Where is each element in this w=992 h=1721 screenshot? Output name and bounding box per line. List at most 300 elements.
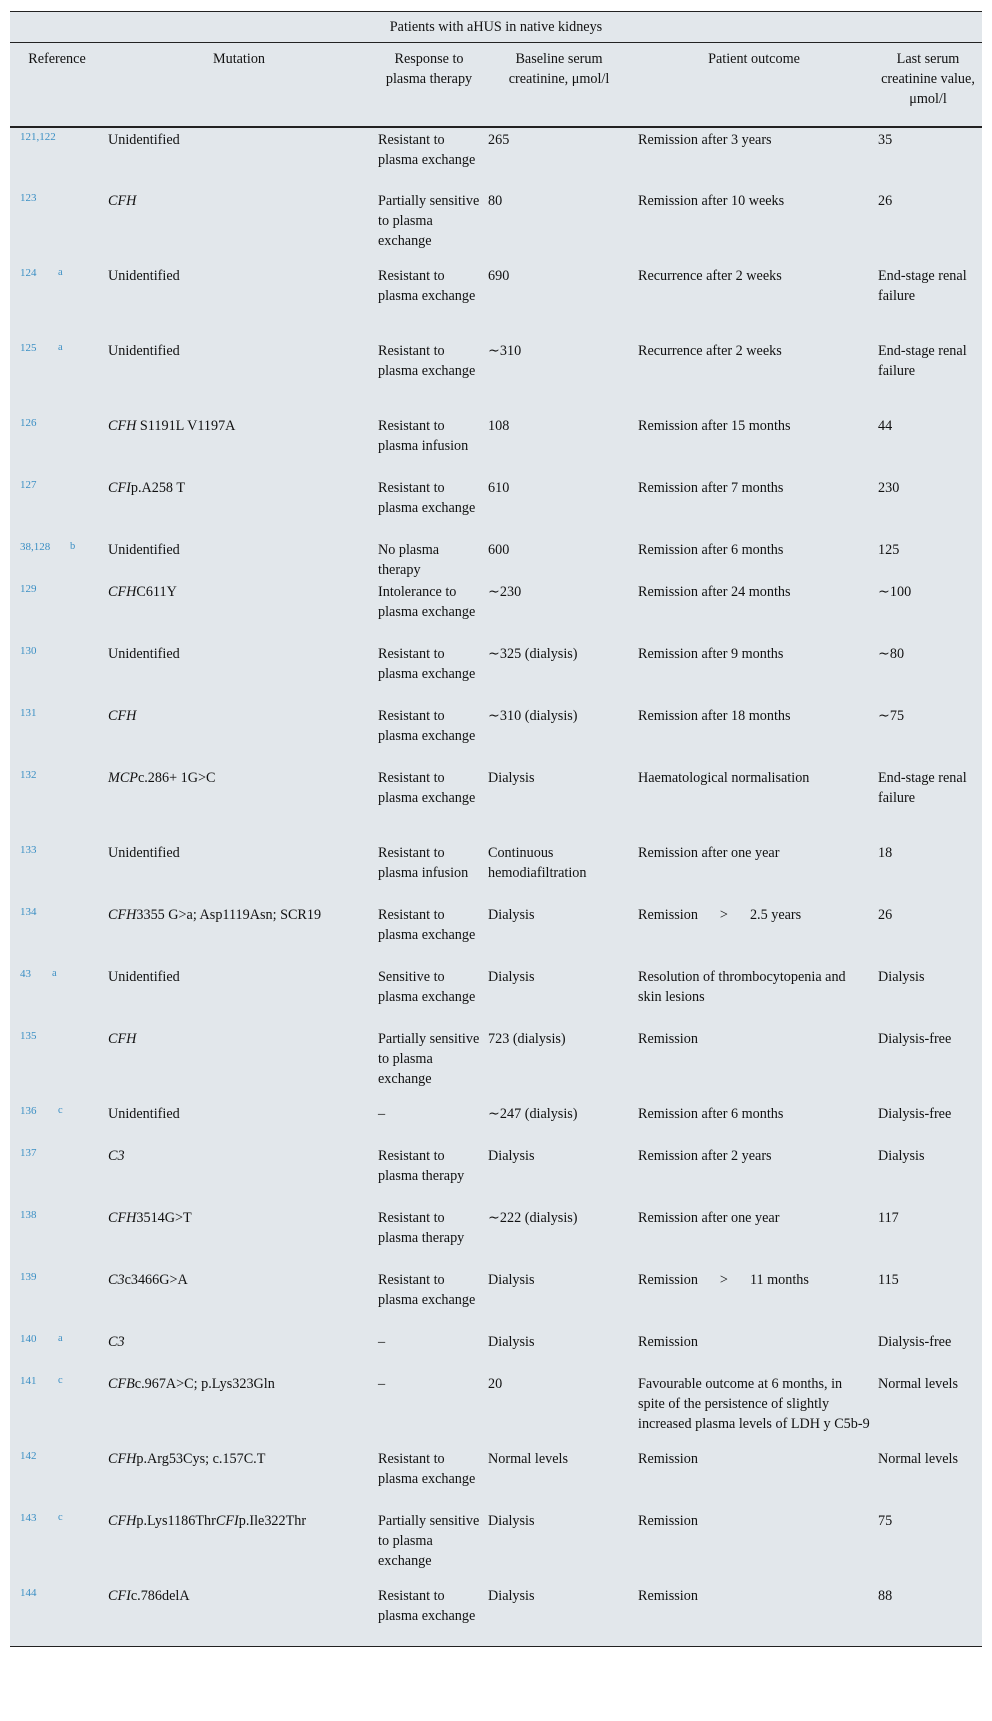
baseline-cell <box>484 1447 634 1509</box>
last-creatinine-value: Normal levels <box>878 1376 958 1392</box>
gene-name: CFH <box>108 584 137 600</box>
response-text: Resistant to plasma exchange <box>378 770 476 806</box>
baseline-value: Dialysis <box>488 770 535 786</box>
outcome-text: Haematological normalisation <box>638 770 810 786</box>
last-creatinine-cell <box>874 339 982 414</box>
table-row <box>10 903 982 965</box>
reference-footnote: c <box>58 1105 63 1116</box>
last-creatinine-cell <box>874 1447 982 1509</box>
outcome-cell <box>634 414 874 476</box>
response-text: Resistant to plasma exchange <box>378 480 476 516</box>
response-cell <box>374 1268 484 1330</box>
response-text: Resistant to plasma exchange <box>378 907 476 943</box>
last-creatinine-value: Dialysis-free <box>878 1106 952 1122</box>
reference-cell <box>10 1372 104 1447</box>
table-row <box>10 189 982 264</box>
response-cell <box>374 704 484 766</box>
baseline-value: Dialysis <box>488 1272 535 1288</box>
mutation-detail: p.Arg53Cys; c.157C.T <box>136 1451 266 1467</box>
mutation-cell <box>104 642 374 704</box>
header-outcome: Patient outcome <box>634 43 874 127</box>
table-row <box>10 1206 982 1268</box>
response-text: – <box>378 1106 386 1122</box>
response-text: Intolerance to plasma exchange <box>378 584 476 620</box>
reference-cell <box>10 642 104 704</box>
outcome-text: Remission after 3 years <box>638 132 772 148</box>
last-creatinine-cell <box>874 1144 982 1206</box>
baseline-value: Normal levels <box>488 1451 568 1467</box>
outcome-cell <box>634 538 874 580</box>
last-creatinine-cell <box>874 264 982 339</box>
reference-footnote: a <box>58 342 63 353</box>
outcome-cell <box>634 1330 874 1372</box>
outcome-cell <box>634 1268 874 1330</box>
baseline-cell <box>484 1584 634 1646</box>
outcome-cell <box>634 1144 874 1206</box>
outcome-cell <box>634 1206 874 1268</box>
baseline-cell <box>484 1206 634 1268</box>
mutation-cell <box>104 1330 374 1372</box>
reference-cell <box>10 903 104 965</box>
reference-link: 133 <box>20 844 37 856</box>
table-row <box>10 339 982 414</box>
response-cell <box>374 1372 484 1447</box>
mutation-cell <box>104 1144 374 1206</box>
last-creatinine-cell <box>874 1102 982 1144</box>
mutation-cell <box>104 476 374 538</box>
baseline-value: 600 <box>488 542 510 558</box>
baseline-value: 265 <box>488 132 510 148</box>
response-text: Resistant to plasma exchange <box>378 646 476 682</box>
reference-cell <box>10 414 104 476</box>
table-caption: Patients with aHUS in native kidneys <box>10 11 982 43</box>
gene-name: CFH <box>108 1210 137 1226</box>
gene-name: CFH <box>108 708 137 724</box>
gene-name: C3 <box>108 1148 125 1164</box>
outcome-cell <box>634 339 874 414</box>
table-row <box>10 965 982 1027</box>
header-reference: Reference <box>10 43 104 127</box>
outcome-text: Remission after 6 months <box>638 1106 784 1122</box>
reference-cell <box>10 766 104 841</box>
mutation-cell <box>104 1372 374 1447</box>
outcome-cell <box>634 841 874 903</box>
outcome-text: Remission after one year <box>638 845 780 861</box>
mutation-detail: Unidentified <box>108 132 180 148</box>
last-creatinine-cell <box>874 1206 982 1268</box>
reference-link: 43 <box>20 968 31 980</box>
reference-link: 124 <box>20 267 37 279</box>
outcome-cell <box>634 1102 874 1144</box>
baseline-value: Dialysis <box>488 969 535 985</box>
last-creatinine-value: 125 <box>878 542 900 558</box>
ahus-table <box>10 43 982 1647</box>
baseline-cell <box>484 1330 634 1372</box>
reference-footnote: a <box>58 1333 63 1344</box>
mutation-cell <box>104 189 374 264</box>
outcome-cell <box>634 264 874 339</box>
last-creatinine-value: 230 <box>878 480 900 496</box>
last-creatinine-value: End-stage renal failure <box>878 770 967 806</box>
mutation-cell <box>104 903 374 965</box>
mutation-detail: p.Lys1186Thr <box>136 1513 216 1529</box>
baseline-value: 80 <box>488 193 503 209</box>
mutation-detail: c3466G>A <box>124 1272 188 1288</box>
baseline-value: 690 <box>488 268 510 284</box>
last-creatinine-value: ∼75 <box>878 708 905 724</box>
reference-link: 125 <box>20 342 37 354</box>
mutation-detail: Unidentified <box>108 542 180 558</box>
outcome-cell <box>634 1027 874 1102</box>
response-cell <box>374 476 484 538</box>
reference-link: 38,128 <box>20 541 51 553</box>
gene-name: C3 <box>108 1272 125 1288</box>
outcome-text: Recurrence after 2 weeks <box>638 268 782 284</box>
outcome-text: Remission <box>638 1031 698 1047</box>
table-row <box>10 264 982 339</box>
baseline-cell <box>484 127 634 189</box>
last-creatinine-value: 35 <box>878 132 893 148</box>
response-cell <box>374 264 484 339</box>
response-cell <box>374 642 484 704</box>
table-row <box>10 1584 982 1646</box>
response-cell <box>374 538 484 580</box>
baseline-cell <box>484 414 634 476</box>
last-creatinine-value: Dialysis-free <box>878 1334 952 1350</box>
last-creatinine-value: 18 <box>878 845 893 861</box>
table-row <box>10 642 982 704</box>
last-creatinine-value: Dialysis <box>878 969 925 985</box>
reference-cell <box>10 1268 104 1330</box>
baseline-value: ∼325 (dialysis) <box>488 646 578 662</box>
last-creatinine-cell <box>874 476 982 538</box>
outcome-comparator: > <box>719 907 728 923</box>
reference-link: 127 <box>20 479 37 491</box>
reference-footnote: c <box>58 1375 63 1386</box>
response-cell <box>374 903 484 965</box>
mutation-detail: c.786delA <box>130 1588 190 1604</box>
outcome-text: Remission <box>638 1334 698 1350</box>
outcome-text: Remission after 15 months <box>638 418 791 434</box>
mutation-cell <box>104 965 374 1027</box>
mutation-cell <box>104 704 374 766</box>
last-creatinine-cell <box>874 1509 982 1584</box>
reference-link: 144 <box>20 1587 37 1599</box>
gene-name: CFH <box>108 907 137 923</box>
outcome-cell <box>634 476 874 538</box>
mutation-cell <box>104 127 374 189</box>
response-cell <box>374 1102 484 1144</box>
table-row <box>10 704 982 766</box>
reference-link: 134 <box>20 906 37 918</box>
table-row <box>10 1102 982 1144</box>
reference-cell <box>10 264 104 339</box>
outcome-text: Remission <box>638 1451 698 1467</box>
mutation-detail: p.A258 T <box>130 480 185 496</box>
last-creatinine-cell <box>874 1330 982 1372</box>
response-text: Resistant to plasma exchange <box>378 1588 476 1624</box>
response-cell <box>374 841 484 903</box>
baseline-cell <box>484 1144 634 1206</box>
outcome-cell <box>634 903 874 965</box>
outcome-cell <box>634 189 874 264</box>
last-creatinine-cell <box>874 766 982 841</box>
last-creatinine-value: Normal levels <box>878 1451 958 1467</box>
response-cell <box>374 1027 484 1102</box>
baseline-cell <box>484 766 634 841</box>
baseline-cell <box>484 704 634 766</box>
table-row <box>10 1144 982 1206</box>
header-row <box>10 43 982 127</box>
mutation-cell <box>104 339 374 414</box>
gene-name: CFH <box>108 193 137 209</box>
mutation-detail: p.Ile322Thr <box>238 1513 307 1529</box>
response-text: Resistant to plasma therapy <box>378 1148 465 1184</box>
last-creatinine-value: ∼80 <box>878 646 905 662</box>
response-cell <box>374 189 484 264</box>
outcome-duration: 11 months <box>749 1272 809 1288</box>
mutation-cell <box>104 1447 374 1509</box>
table-row <box>10 1447 982 1509</box>
baseline-cell <box>484 965 634 1027</box>
outcome-text: Remission <box>638 1588 698 1604</box>
baseline-cell <box>484 1102 634 1144</box>
baseline-value: 108 <box>488 418 510 434</box>
table-row <box>10 1509 982 1584</box>
gene-name: CFI <box>108 1588 131 1604</box>
mutation-cell <box>104 414 374 476</box>
response-cell <box>374 414 484 476</box>
last-creatinine-value: Dialysis-free <box>878 1031 952 1047</box>
table-row <box>10 1027 982 1102</box>
table-row <box>10 538 982 580</box>
mutation-detail: Unidentified <box>108 969 180 985</box>
last-creatinine-cell <box>874 414 982 476</box>
last-creatinine-cell <box>874 1372 982 1447</box>
reference-cell <box>10 704 104 766</box>
reference-link: 141 <box>20 1375 37 1387</box>
outcome-text: Remission <box>638 907 698 923</box>
reference-link: 126 <box>20 417 37 429</box>
outcome-cell <box>634 642 874 704</box>
response-text: Resistant to plasma infusion <box>378 845 469 881</box>
last-creatinine-value: End-stage renal failure <box>878 268 967 304</box>
outcome-cell <box>634 965 874 1027</box>
reference-link: 121,122 <box>20 131 56 143</box>
baseline-cell <box>484 841 634 903</box>
header-baseline: Baseline serum creatinine, μmol/l <box>484 43 634 127</box>
mutation-detail: Unidentified <box>108 268 180 284</box>
response-text: – <box>378 1376 386 1392</box>
outcome-cell <box>634 127 874 189</box>
mutation-detail: Unidentified <box>108 1106 180 1122</box>
mutation-cell <box>104 538 374 580</box>
outcome-duration: 2.5 years <box>749 907 802 923</box>
reference-cell <box>10 1144 104 1206</box>
baseline-value: Dialysis <box>488 1513 535 1529</box>
reference-footnote: a <box>52 968 57 979</box>
table-row <box>10 1330 982 1372</box>
reference-footnote: a <box>58 267 63 278</box>
outcome-cell <box>634 580 874 642</box>
response-text: Resistant to plasma exchange <box>378 343 476 379</box>
table-row <box>10 414 982 476</box>
baseline-cell <box>484 642 634 704</box>
baseline-value: Dialysis <box>488 907 535 923</box>
last-creatinine-cell <box>874 1268 982 1330</box>
mutation-cell <box>104 841 374 903</box>
last-creatinine-cell <box>874 127 982 189</box>
reference-link: 123 <box>20 192 37 204</box>
table-row <box>10 127 982 189</box>
reference-cell <box>10 580 104 642</box>
baseline-cell <box>484 476 634 538</box>
baseline-value: ∼247 (dialysis) <box>488 1106 578 1122</box>
last-creatinine-cell <box>874 1584 982 1646</box>
mutation-detail: 3355 G>a; Asp1119Asn; SCR19 <box>136 907 322 923</box>
last-creatinine-cell <box>874 903 982 965</box>
reference-cell <box>10 1206 104 1268</box>
gene-name: MCP <box>108 770 138 786</box>
reference-footnote: c <box>58 1512 63 1523</box>
baseline-cell <box>484 538 634 580</box>
response-text: Partially sensitive to plasma exchange <box>378 1513 480 1569</box>
reference-cell <box>10 1102 104 1144</box>
header-mutation: Mutation <box>104 43 374 127</box>
last-creatinine-cell <box>874 841 982 903</box>
response-text: Resistant to plasma exchange <box>378 268 476 304</box>
response-text: Partially sensitive to plasma exchange <box>378 1031 480 1087</box>
header-last-creatinine: Last serum creatinine value, μmol/l <box>874 43 982 127</box>
reference-cell <box>10 1584 104 1646</box>
response-text: Resistant to plasma exchange <box>378 1451 476 1487</box>
baseline-cell <box>484 580 634 642</box>
gene-name: CFH <box>108 1031 137 1047</box>
last-creatinine-cell <box>874 538 982 580</box>
reference-footnote: b <box>70 541 76 552</box>
mutation-detail: S1191L V1197A <box>136 418 236 434</box>
outcome-text: Recurrence after 2 weeks <box>638 343 782 359</box>
response-text: Resistant to plasma infusion <box>378 418 469 454</box>
gene-name: CFH <box>108 1513 137 1529</box>
reference-cell <box>10 127 104 189</box>
response-cell <box>374 1509 484 1584</box>
outcome-text: Remission <box>638 1513 698 1529</box>
header-response: Response to plasma therapy <box>374 43 484 127</box>
table-row <box>10 766 982 841</box>
response-text: Sensitive to plasma exchange <box>378 969 476 1005</box>
table-row <box>10 841 982 903</box>
response-cell <box>374 965 484 1027</box>
outcome-text: Remission after 18 months <box>638 708 791 724</box>
outcome-text: Remission after 9 months <box>638 646 784 662</box>
mutation-cell <box>104 1027 374 1102</box>
baseline-cell <box>484 1027 634 1102</box>
baseline-value: ∼310 <box>488 343 522 359</box>
gene-name: C3 <box>108 1334 125 1350</box>
baseline-value: ∼230 <box>488 584 522 600</box>
last-creatinine-cell <box>874 965 982 1027</box>
reference-cell <box>10 965 104 1027</box>
reference-cell <box>10 1027 104 1102</box>
reference-link: 138 <box>20 1209 37 1221</box>
mutation-detail: Unidentified <box>108 646 180 662</box>
last-creatinine-value: 115 <box>878 1272 899 1288</box>
reference-link: 129 <box>20 583 37 595</box>
baseline-cell <box>484 1372 634 1447</box>
baseline-value: ∼222 (dialysis) <box>488 1210 578 1226</box>
last-creatinine-value: End-stage renal failure <box>878 343 967 379</box>
mutation-cell <box>104 264 374 339</box>
baseline-cell <box>484 264 634 339</box>
last-creatinine-cell <box>874 580 982 642</box>
response-text: – <box>378 1334 386 1350</box>
table-row <box>10 1268 982 1330</box>
last-creatinine-cell <box>874 1027 982 1102</box>
last-creatinine-value: ∼100 <box>878 584 912 600</box>
reference-cell <box>10 1447 104 1509</box>
response-cell <box>374 766 484 841</box>
outcome-text: Remission after 10 weeks <box>638 193 785 209</box>
response-cell <box>374 1144 484 1206</box>
mutation-cell <box>104 1584 374 1646</box>
gene-name: CFI <box>215 1513 239 1529</box>
outcome-cell <box>634 766 874 841</box>
baseline-value: Continuous hemodiafiltration <box>488 845 587 881</box>
gene-name: CFH <box>108 1451 137 1467</box>
outcome-text: Remission after 24 months <box>638 584 791 600</box>
baseline-value: Dialysis <box>488 1334 535 1350</box>
outcome-text: Resolution of thrombocytopenia and skin lesions <box>638 969 846 1005</box>
baseline-value: Dialysis <box>488 1588 535 1604</box>
response-text: Resistant to plasma exchange <box>378 708 476 744</box>
baseline-cell <box>484 903 634 965</box>
reference-link: 136 <box>20 1105 37 1117</box>
response-text: Resistant to plasma exchange <box>378 1272 476 1308</box>
last-creatinine-value: 75 <box>878 1513 893 1529</box>
last-creatinine-cell <box>874 189 982 264</box>
reference-cell <box>10 189 104 264</box>
gene-name: CFH <box>108 418 137 434</box>
mutation-cell <box>104 580 374 642</box>
reference-link: 142 <box>20 1450 37 1462</box>
baseline-value: 723 (dialysis) <box>488 1031 566 1047</box>
reference-link: 135 <box>20 1030 37 1042</box>
mutation-cell <box>104 1102 374 1144</box>
outcome-text: Favourable outcome at 6 months, in spite of the persistence of slightly increased plasma levels of LDH y C5b-9 <box>638 1376 870 1432</box>
outcome-cell <box>634 704 874 766</box>
outcome-text: Remission after 6 months <box>638 542 784 558</box>
mutation-detail: c.967A>C; p.Lys323Gln <box>134 1376 275 1392</box>
mutation-detail: 3514G>T <box>136 1210 192 1226</box>
response-text: No plasma therapy <box>378 542 440 578</box>
reference-cell <box>10 841 104 903</box>
last-creatinine-value: 26 <box>878 193 893 209</box>
response-cell <box>374 1330 484 1372</box>
baseline-cell <box>484 1509 634 1584</box>
mutation-detail: C611Y <box>136 584 177 600</box>
outcome-text: Remission after 7 months <box>638 480 784 496</box>
reference-link: 139 <box>20 1271 37 1283</box>
reference-link: 130 <box>20 645 37 657</box>
reference-cell <box>10 1509 104 1584</box>
reference-link: 143 <box>20 1512 37 1524</box>
last-creatinine-value: 88 <box>878 1588 893 1604</box>
response-cell <box>374 1447 484 1509</box>
gene-name: CFI <box>108 480 131 496</box>
mutation-detail: Unidentified <box>108 845 180 861</box>
table-container <box>10 11 982 1647</box>
